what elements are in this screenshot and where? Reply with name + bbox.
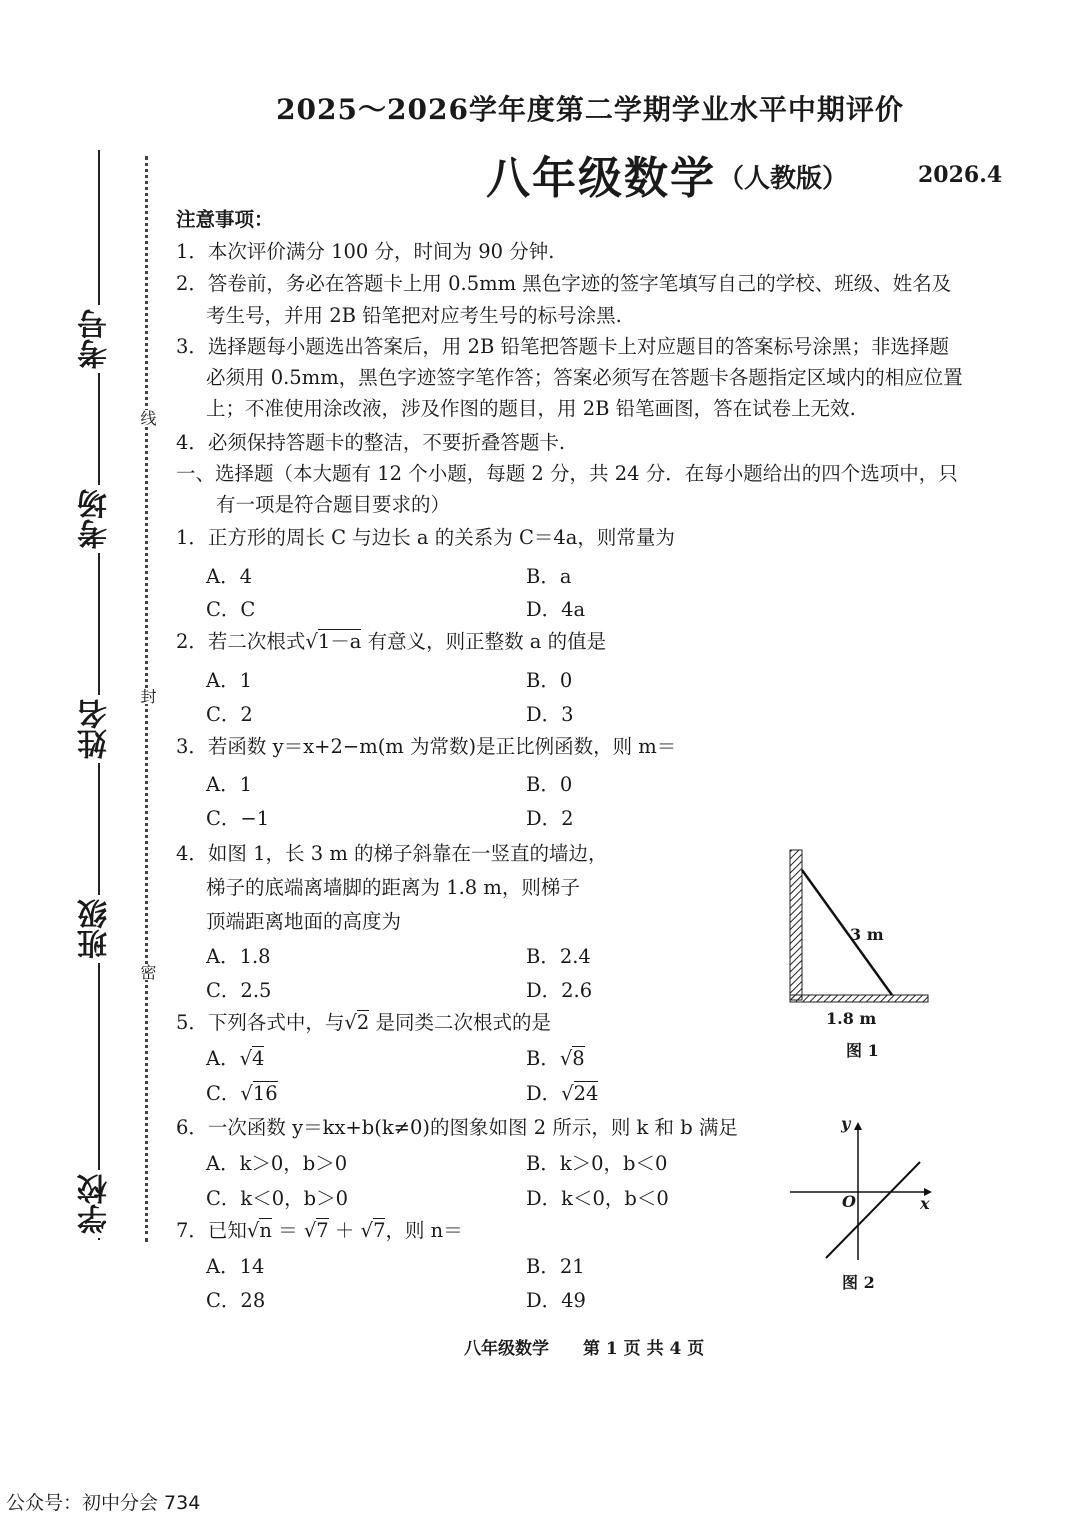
- seal-word-seal: 封: [138, 688, 157, 704]
- question-6-stem: 6．一次函数 y＝kx+b(k≠0)的图象如图 2 所示，则 k 和 b 满足: [176, 1116, 738, 1139]
- equals-sign: ＝: [278, 1219, 298, 1242]
- radical-sign: √: [360, 1219, 374, 1242]
- radicand: 7: [316, 1219, 329, 1242]
- wall: [790, 850, 802, 1000]
- ladder-base-label: 1.8 m: [826, 1009, 877, 1028]
- question-5-stem-end: 是同类二次根式的是: [375, 1011, 551, 1034]
- x-axis-label: x: [920, 1194, 930, 1213]
- ground: [790, 995, 928, 1002]
- radical-sign: √: [561, 1082, 574, 1105]
- radical-sign: √: [559, 1047, 573, 1070]
- question-7-option-d: D．49: [526, 1289, 586, 1312]
- name-label: 姓名: [74, 695, 118, 763]
- plus-sign: ＋: [334, 1219, 355, 1242]
- question-6-option-d: D．k＜0，b＜0: [526, 1187, 669, 1210]
- section-heading: 一、选择题（本大题有 12 个小题，每题 2 分，共 24 分．在每小题给出的四个选项中，只: [176, 462, 958, 485]
- radical-sign: √: [303, 1219, 317, 1242]
- function-line: [826, 1162, 920, 1258]
- notes-heading: 注意事项：: [176, 208, 274, 231]
- radicand: 2: [356, 1011, 370, 1034]
- question-2-stem-start: 2．若二次根式: [176, 630, 306, 653]
- question-7-option-b: B．21: [526, 1255, 585, 1278]
- question-2-option-c: C．2: [206, 703, 253, 726]
- origin-label: O: [842, 1192, 856, 1211]
- exam-date: 2026.4: [918, 162, 1003, 188]
- school-label: 学校: [74, 1170, 118, 1238]
- question-4-stem: 4．如图 1，长 3 m 的梯子斜靠在一竖直的墙边，: [176, 842, 608, 865]
- question-4-stem-cont: 梯子的底端离墙脚的距离为 1.8 m，则梯子: [206, 876, 580, 899]
- question-2-stem: [176, 626, 606, 654]
- seal-word-line: 线: [138, 410, 157, 426]
- question-5-option-a: [206, 1043, 264, 1071]
- note-line: 4．必须保持答题卡的整洁，不要折叠答题卡.: [176, 431, 566, 454]
- exam-room-label: 考场: [74, 485, 118, 553]
- note-line: 考生号，并用 2B 铅笔把对应考生号的标号涂黑.: [206, 304, 622, 327]
- radical-sign: √: [305, 630, 318, 653]
- question-6-option-b: B．k＞0，b＜0: [526, 1152, 668, 1175]
- question-7-option-a: A．14: [206, 1255, 265, 1278]
- figure-1-caption: 图 1: [846, 1041, 879, 1060]
- question-1-option-b: B．a: [526, 565, 572, 588]
- figure-2-function-graph: [786, 1118, 936, 1266]
- class-label: 班级: [74, 895, 118, 963]
- y-axis-label: y: [841, 1114, 851, 1133]
- seal-word-secret: 密: [138, 964, 157, 980]
- option-letter: C．: [206, 1082, 241, 1105]
- question-4-option-d: D．2.6: [526, 979, 593, 1002]
- question-7-stem-start: 7．已知: [176, 1219, 247, 1242]
- question-4-stem-cont: 顶端距离地面的高度为: [206, 910, 402, 933]
- question-6-option-a: A．k＞0，b＞0: [206, 1152, 348, 1175]
- exam-subject: 八年级数学: [486, 153, 716, 204]
- question-3-option-b: B．0: [526, 773, 573, 796]
- radicand: n: [259, 1219, 272, 1242]
- radical-sign: √: [246, 1219, 260, 1242]
- exam-number-label: 考号: [74, 305, 118, 373]
- question-7-stem: [176, 1215, 463, 1243]
- section-heading-cont: 有一项是符合题目要求的）: [216, 493, 451, 516]
- question-5-option-c: [206, 1078, 278, 1106]
- radicand: 7: [373, 1219, 386, 1242]
- question-1-option-a: A．4: [206, 565, 252, 588]
- option-letter: B．: [526, 1047, 560, 1070]
- note-line: 3．选择题每小题选出答案后，用 2B 铅笔把答题卡上对应题目的答案标号涂黑；非选择题: [176, 335, 950, 358]
- radicand: 16: [252, 1082, 278, 1105]
- question-1-option-d: D．4a: [526, 598, 586, 621]
- page-footer: 八年级数学 第 1 页 共 4 页: [464, 1339, 705, 1359]
- question-4-option-b: B．2.4: [526, 945, 591, 968]
- note-line: 1．本次评价满分 100 分，时间为 90 分钟.: [176, 240, 555, 263]
- binding-margin: [58, 150, 118, 1240]
- radicand: 24: [573, 1082, 599, 1105]
- radicand: 4: [252, 1047, 265, 1070]
- question-3-option-c: C．−1: [206, 807, 270, 830]
- exam-edition: （人教版）: [718, 164, 849, 194]
- radical-sign: √: [240, 1082, 253, 1105]
- question-1-option-c: C．C: [206, 598, 256, 621]
- question-3-option-a: A．1: [206, 773, 252, 796]
- question-7-stem-end: ，则 n＝: [385, 1219, 463, 1242]
- question-2-stem-end: 有意义，则正整数 a 的值是: [367, 630, 607, 653]
- question-4-option-c: C．2.5: [206, 979, 272, 1002]
- question-5-option-b: [526, 1043, 585, 1071]
- note-line: 必须用 0.5mm，黑色字迹签字笔作答；答案必须写在答题卡各题指定区域内的相应位置: [206, 366, 963, 389]
- figure-2-caption: 图 2: [842, 1273, 875, 1292]
- question-7-option-c: C．28: [206, 1289, 266, 1312]
- option-letter: D．: [526, 1082, 562, 1105]
- y-axis-arrow-icon: [854, 1122, 862, 1130]
- question-3-stem: 3．若函数 y＝x+2−m(m 为常数)是正比例函数，则 m＝: [176, 735, 677, 758]
- radicand: 1－a: [317, 630, 362, 653]
- question-5-stem-start: 5．下列各式中，与: [176, 1011, 345, 1034]
- question-2-option-a: A．1: [206, 669, 252, 692]
- radical-sign: √: [239, 1047, 253, 1070]
- question-5-option-d: [526, 1078, 598, 1106]
- question-2-option-d: D．3: [526, 703, 574, 726]
- question-6-option-c: C．k＜0，b＞0: [206, 1187, 349, 1210]
- question-1-stem: 1．正方形的周长 C 与边长 a 的关系为 C＝4a，则常量为: [176, 526, 675, 549]
- radical-sign: √: [344, 1011, 357, 1034]
- ladder-length-label: 3 m: [850, 925, 884, 944]
- radicand: 8: [572, 1047, 585, 1070]
- note-line: 2．答卷前，务必在答题卡上用 0.5mm 黑色字迹的签字笔填写自己的学校、班级、姓名及: [176, 272, 952, 295]
- exam-title: 2025～2026学年度第二学期学业水平中期评价: [276, 93, 904, 126]
- note-line: 上；不准使用涂改液，涉及作图的题目，用 2B 铅笔画图，答在试卷上无效.: [206, 397, 856, 420]
- option-letter: A．: [206, 1047, 240, 1070]
- question-4-option-a: A．1.8: [206, 945, 271, 968]
- question-2-option-b: B．0: [526, 669, 573, 692]
- watermark-text: 公众号：初中分会 734: [6, 1492, 201, 1514]
- question-3-option-d: D．2: [526, 807, 574, 830]
- question-5-stem: [176, 1007, 551, 1035]
